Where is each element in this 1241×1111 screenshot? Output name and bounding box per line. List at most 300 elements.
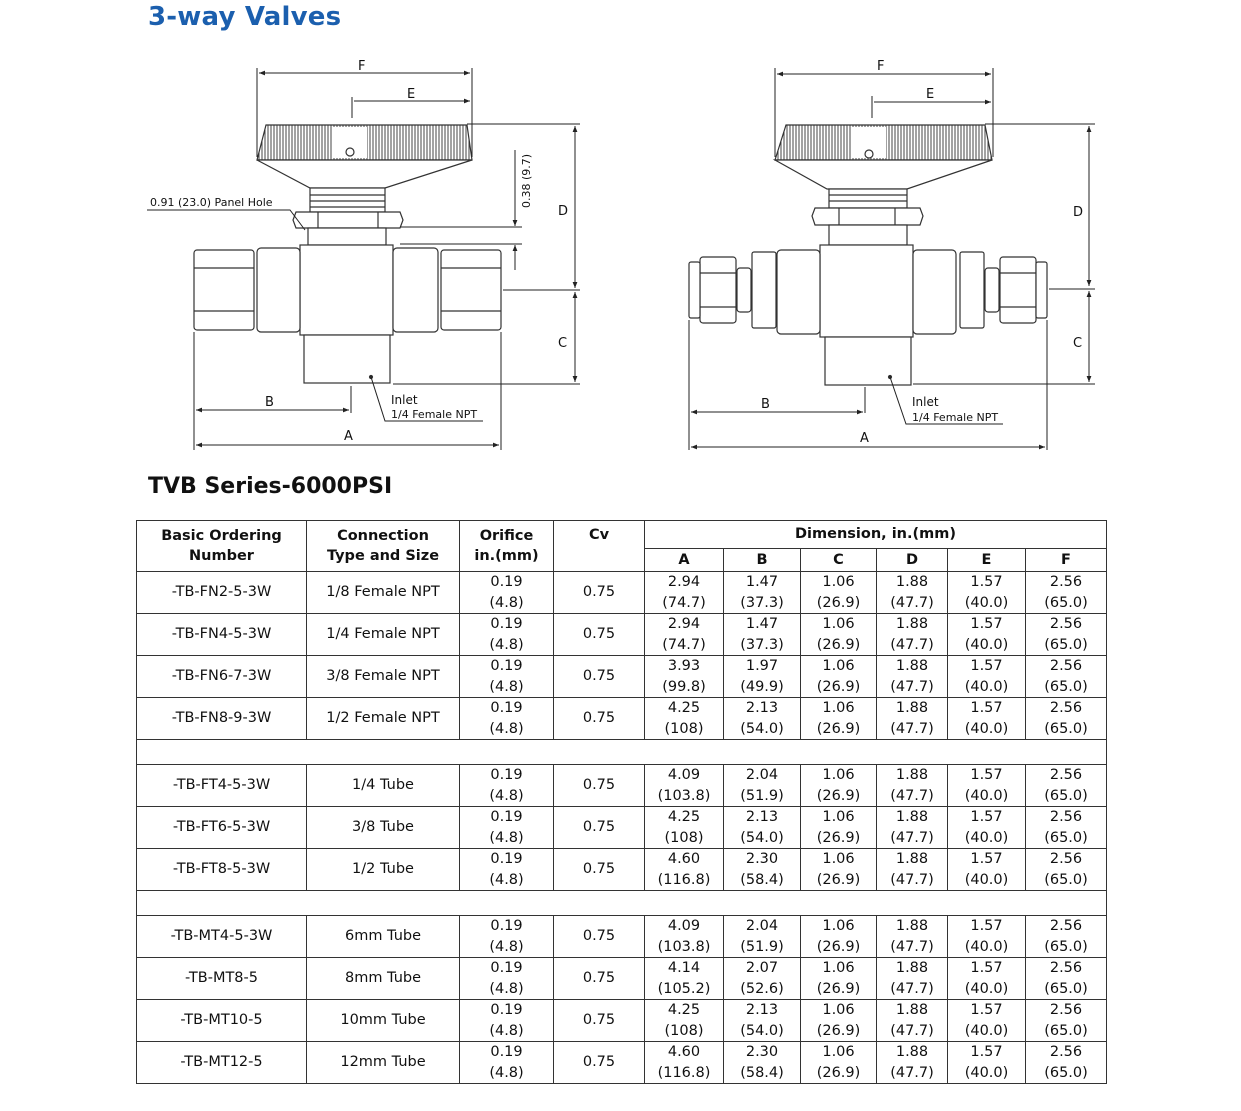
- cell-dim-f: [1026, 849, 1107, 891]
- cell-dim-b-value: (54.0): [740, 720, 784, 737]
- tube-nut-left: [700, 257, 736, 323]
- cell-dim-d: [877, 849, 948, 891]
- cell-cv-value: 0.75: [582, 819, 616, 836]
- group-separator: [137, 740, 1107, 765]
- cell-connection-value: 10mm Tube: [340, 1012, 426, 1029]
- cell-dim-a: [645, 958, 724, 1000]
- cell-connection-value: 8mm Tube: [344, 970, 422, 987]
- cell-orifice-value: (4.8): [489, 787, 524, 804]
- cell-dim-d: [877, 958, 948, 1000]
- table-row: [137, 614, 1107, 656]
- cell-orifice: [460, 698, 554, 740]
- cell-cv-value: 0.75: [582, 970, 616, 987]
- cell-dim-b-value: (58.4): [740, 871, 784, 888]
- cell-dim-f: [1026, 572, 1107, 614]
- cell-dim-c: [801, 807, 877, 849]
- cell-orifice-value: (4.8): [489, 594, 524, 611]
- cell-orifice-value: (4.8): [489, 871, 524, 888]
- cell-dim-b-value: 2.13: [745, 700, 779, 716]
- cell-orifice-value: (4.8): [489, 938, 524, 955]
- cell-dim-e-value: (40.0): [964, 1022, 1009, 1039]
- cell-cv-value: 0.75: [582, 928, 616, 945]
- cell-orifice-value: 0.19: [490, 1002, 523, 1018]
- stem-thread: [310, 188, 385, 212]
- cell-dim-e: [948, 849, 1026, 891]
- table-row: [137, 849, 1107, 891]
- cell-dim-c-value: 1.06: [822, 1044, 855, 1060]
- cell-ordering-number: [137, 916, 307, 958]
- cell-dim-e-value: 1.57: [970, 960, 1003, 976]
- label-a-right: A: [860, 431, 869, 446]
- cell-dim-f-value: (65.0): [1044, 980, 1088, 997]
- cell-orifice-value: (4.8): [489, 720, 524, 737]
- cell-dim-f: [1026, 958, 1107, 1000]
- table-row: [137, 656, 1107, 698]
- cell-dim-c-value: (26.9): [816, 636, 861, 653]
- cell-ordering-number-value: -TB-FN2-5-3W: [171, 584, 272, 601]
- cell-dim-a-value: 3.93: [667, 658, 701, 674]
- cell-dim-c-value: 1.06: [822, 809, 855, 825]
- cell-dim-c: [801, 916, 877, 958]
- cell-cv-value: 0.75: [582, 777, 616, 794]
- cell-dim-a-value: (108): [664, 720, 704, 737]
- cell-connection-value: 1/2 Female NPT: [326, 710, 440, 727]
- cell-ordering-number-value: -TB-MT10-5: [180, 1012, 263, 1029]
- cell-orifice-value: (4.8): [489, 636, 524, 653]
- cell-dim-f-value: 2.56: [1049, 918, 1083, 934]
- cell-dim-a-value: 4.09: [667, 767, 701, 783]
- cell-dim-e-value: (40.0): [964, 594, 1009, 611]
- cell-dim-f-value: (65.0): [1044, 1064, 1088, 1081]
- cell-orifice: [460, 916, 554, 958]
- cell-dim-d-value: (47.7): [890, 871, 934, 888]
- group-separator-cell: [137, 891, 1107, 916]
- cell-cv-value: 0.75: [582, 626, 616, 643]
- inlet-spec-right: 1/4 Female NPT: [912, 411, 999, 424]
- header-dim-c: C: [801, 549, 877, 572]
- cell-dim-e-value: (40.0): [964, 829, 1009, 846]
- cell-dim-d-value: 1.88: [895, 809, 929, 825]
- cell-cv-value: 0.75: [582, 1012, 616, 1029]
- cell-dim-c-value: 1.06: [822, 960, 855, 976]
- cell-orifice: [460, 656, 554, 698]
- cell-dim-f-value: 2.56: [1049, 851, 1083, 867]
- cell-dim-f-value: (65.0): [1044, 938, 1088, 955]
- cell-dim-e: [948, 614, 1026, 656]
- cell-cv: [554, 614, 645, 656]
- cell-dim-e-value: (40.0): [964, 980, 1009, 997]
- cell-dim-a: [645, 1000, 724, 1042]
- cell-dim-d: [877, 916, 948, 958]
- label-e-right: E: [926, 87, 935, 102]
- drawing-tube-fitting: [689, 125, 1047, 385]
- cell-orifice-value: 0.19: [490, 1044, 523, 1060]
- cell-ordering-number: [137, 614, 307, 656]
- header-dimension: Dimension, in.(mm): [645, 521, 1107, 549]
- cell-dim-e-value: (40.0): [964, 871, 1009, 888]
- handle-knob-right: [775, 125, 992, 189]
- cell-dim-f-value: 2.56: [1049, 960, 1083, 976]
- label-f-right: F: [877, 59, 885, 74]
- valve-body: [300, 245, 393, 335]
- cell-dim-d: [877, 698, 948, 740]
- cell-connection-value: 6mm Tube: [344, 928, 422, 945]
- cell-dim-d: [877, 1000, 948, 1042]
- cell-dim-b: [724, 1042, 801, 1084]
- cell-dim-e: [948, 807, 1026, 849]
- cell-dim-c-value: (26.9): [816, 787, 861, 804]
- cell-dim-a: [645, 916, 724, 958]
- cell-dim-f: [1026, 614, 1107, 656]
- cell-dim-e-value: (40.0): [964, 1064, 1009, 1081]
- cell-orifice-value: (4.8): [489, 980, 524, 997]
- cell-ordering-number-value: -TB-FN6-7-3W: [171, 668, 272, 685]
- cell-dim-b-value: 2.04: [745, 767, 779, 783]
- cell-dim-a-value: (103.8): [657, 938, 711, 955]
- cell-dim-c-value: (26.9): [816, 1064, 861, 1081]
- cell-dim-f-value: (65.0): [1044, 1022, 1088, 1039]
- cell-dim-b: [724, 807, 801, 849]
- cell-dim-c-value: 1.06: [822, 574, 855, 590]
- cell-dim-f-value: 2.56: [1049, 700, 1083, 716]
- cell-dim-c: [801, 698, 877, 740]
- cell-dim-b: [724, 849, 801, 891]
- cell-cv: [554, 572, 645, 614]
- cell-dim-d-value: (47.7): [890, 1022, 934, 1039]
- header-dim-d: D: [877, 549, 948, 572]
- cell-dim-d: [877, 765, 948, 807]
- cell-dim-d-value: 1.88: [895, 658, 929, 674]
- cell-dim-b-value: 2.13: [745, 809, 779, 825]
- cell-cv: [554, 656, 645, 698]
- cell-dim-e-value: 1.57: [970, 658, 1003, 674]
- cell-dim-e: [948, 656, 1026, 698]
- cell-dim-a-value: 4.09: [667, 918, 701, 934]
- cell-orifice: [460, 807, 554, 849]
- handle-knob: [257, 125, 472, 188]
- cell-dim-c-value: (26.9): [816, 678, 861, 695]
- cell-dim-d-value: 1.88: [895, 1044, 929, 1060]
- cell-dim-c: [801, 1042, 877, 1084]
- cell-dim-a-value: 2.94: [667, 574, 701, 590]
- cell-cv-value: 0.75: [582, 584, 616, 601]
- cell-ordering-number-value: -TB-FN8-9-3W: [171, 710, 272, 727]
- cell-ordering-number: [137, 849, 307, 891]
- cell-cv: [554, 958, 645, 1000]
- header-ordering-number: Basic Ordering Number: [137, 521, 307, 572]
- cell-dim-c-value: 1.06: [822, 851, 855, 867]
- table-row: [137, 698, 1107, 740]
- table-row: [137, 807, 1107, 849]
- cell-dim-d-value: 1.88: [895, 767, 929, 783]
- label-b: B: [265, 395, 274, 410]
- inlet-port-right: [825, 337, 911, 385]
- cell-dim-c-value: 1.06: [822, 1002, 855, 1018]
- cell-cv: [554, 807, 645, 849]
- cell-dim-b-value: (54.0): [740, 1022, 784, 1039]
- cell-ordering-number: [137, 698, 307, 740]
- cell-ordering-number-value: -TB-FT8-5-3W: [172, 861, 271, 878]
- cell-dim-e: [948, 698, 1026, 740]
- cell-dim-e: [948, 1000, 1026, 1042]
- cell-dim-d-value: 1.88: [895, 574, 929, 590]
- cell-connection: [307, 807, 460, 849]
- cell-cv-value: 0.75: [582, 1054, 616, 1071]
- header-dim-a: A: [645, 549, 724, 572]
- table-row: [137, 1000, 1107, 1042]
- cell-dim-f-value: 2.56: [1049, 767, 1083, 783]
- cell-cv: [554, 916, 645, 958]
- cell-connection-value: 1/8 Female NPT: [326, 584, 440, 601]
- cell-dim-f-value: 2.56: [1049, 574, 1083, 590]
- cell-connection-value: 1/4 Tube: [352, 777, 414, 794]
- header-dim-e: E: [948, 549, 1026, 572]
- cell-connection: [307, 572, 460, 614]
- cell-dim-e-value: 1.57: [970, 809, 1003, 825]
- cell-dim-a-value: 4.25: [667, 809, 701, 825]
- cell-cv: [554, 1000, 645, 1042]
- cell-ordering-number: [137, 572, 307, 614]
- cell-dim-a: [645, 572, 724, 614]
- cell-dim-f-value: (65.0): [1044, 720, 1088, 737]
- cell-orifice: [460, 1000, 554, 1042]
- cell-connection-value: 1/4 Female NPT: [326, 626, 440, 643]
- cell-dim-a: [645, 849, 724, 891]
- cell-dim-b-value: (49.9): [740, 678, 784, 695]
- cell-ordering-number: [137, 958, 307, 1000]
- cell-dim-d-value: (47.7): [890, 1064, 934, 1081]
- cell-dim-a-value: (108): [664, 1022, 704, 1039]
- cell-dim-e-value: (40.0): [964, 636, 1009, 653]
- cell-dim-b-value: 2.13: [745, 1002, 779, 1018]
- cell-dim-c-value: (26.9): [816, 871, 861, 888]
- cell-dim-b-value: 2.30: [745, 1044, 779, 1060]
- cell-dim-b-value: 2.07: [745, 960, 779, 976]
- cell-ordering-number: [137, 807, 307, 849]
- cell-dim-d-value: (47.7): [890, 678, 934, 695]
- cell-dim-a-value: (116.8): [657, 1064, 711, 1081]
- cell-dim-a: [645, 698, 724, 740]
- cell-orifice: [460, 1042, 554, 1084]
- series-title: TVB Series-6000PSI: [148, 474, 393, 499]
- cell-dim-b: [724, 765, 801, 807]
- cell-dim-b: [724, 572, 801, 614]
- panel-nut-right: [812, 208, 923, 225]
- table-row: [137, 1042, 1107, 1084]
- cell-connection-value: 12mm Tube: [340, 1054, 426, 1071]
- table-row: [137, 765, 1107, 807]
- cell-dim-b-value: (37.3): [740, 594, 784, 611]
- tube-nut-right: [1000, 257, 1036, 323]
- cell-dim-c-value: 1.06: [822, 658, 855, 674]
- cell-connection-value: 1/2 Tube: [352, 861, 414, 878]
- cell-dim-f-value: (65.0): [1044, 636, 1088, 653]
- cell-dim-d-value: (47.7): [890, 938, 934, 955]
- cell-dim-f-value: (65.0): [1044, 871, 1088, 888]
- label-c-right: C: [1073, 336, 1083, 351]
- cell-orifice-value: 0.19: [490, 658, 523, 674]
- label-b-right: B: [761, 397, 770, 412]
- cell-dim-f-value: (65.0): [1044, 829, 1088, 846]
- cell-dim-b: [724, 656, 801, 698]
- label-e: E: [407, 87, 416, 102]
- cell-dim-c: [801, 614, 877, 656]
- cell-connection: [307, 614, 460, 656]
- cell-cv: [554, 765, 645, 807]
- cell-dim-a-value: (108): [664, 829, 704, 846]
- cell-dim-e-value: 1.57: [970, 767, 1003, 783]
- cell-dim-c-value: 1.06: [822, 700, 855, 716]
- cell-dim-a-value: (103.8): [657, 787, 711, 804]
- cell-orifice-value: (4.8): [489, 678, 524, 695]
- cell-dim-f-value: 2.56: [1049, 1044, 1083, 1060]
- cell-dim-a-value: (74.7): [662, 636, 706, 653]
- cell-dim-c: [801, 572, 877, 614]
- cell-dim-b-value: 1.97: [745, 658, 779, 674]
- cell-cv: [554, 1042, 645, 1084]
- header-cv: Cv: [554, 521, 645, 572]
- cell-dim-b-value: (54.0): [740, 829, 784, 846]
- cell-dim-a-value: (99.8): [662, 678, 706, 695]
- cell-dim-e: [948, 572, 1026, 614]
- cell-ordering-number-value: -TB-FT6-5-3W: [172, 819, 271, 836]
- cell-dim-a: [645, 614, 724, 656]
- cell-dim-f: [1026, 656, 1107, 698]
- cell-cv: [554, 849, 645, 891]
- cell-dim-a-value: (74.7): [662, 594, 706, 611]
- cell-dim-d-value: 1.88: [895, 960, 929, 976]
- cell-dim-b: [724, 698, 801, 740]
- panel-nut: [293, 212, 403, 228]
- cell-ordering-number-value: -TB-FN4-5-3W: [171, 626, 272, 643]
- cell-dim-d: [877, 1042, 948, 1084]
- cell-dim-a: [645, 807, 724, 849]
- cell-dim-e-value: (40.0): [964, 938, 1009, 955]
- cell-dim-e-value: 1.57: [970, 616, 1003, 632]
- cell-dim-c-value: (26.9): [816, 938, 861, 955]
- cell-dim-f-value: (65.0): [1044, 678, 1088, 695]
- cell-dim-e-value: 1.57: [970, 1044, 1003, 1060]
- cell-dim-e: [948, 765, 1026, 807]
- cell-dim-c: [801, 1000, 877, 1042]
- cell-dim-c-value: 1.06: [822, 767, 855, 783]
- cell-orifice-value: 0.19: [490, 616, 523, 632]
- cell-orifice: [460, 614, 554, 656]
- spec-table: [136, 520, 1107, 1084]
- cell-dim-c-value: 1.06: [822, 616, 855, 632]
- inlet-label: Inlet: [391, 393, 418, 407]
- cell-connection: [307, 958, 460, 1000]
- group-separator-cell: [137, 740, 1107, 765]
- cell-connection: [307, 765, 460, 807]
- cell-orifice: [460, 572, 554, 614]
- cell-dim-e-value: (40.0): [964, 678, 1009, 695]
- cell-dim-b-value: (37.3): [740, 636, 784, 653]
- cell-dim-c-value: (26.9): [816, 594, 861, 611]
- cell-dim-d-value: (47.7): [890, 720, 934, 737]
- header-dim-f: F: [1026, 549, 1107, 572]
- cell-connection: [307, 1000, 460, 1042]
- label-f: F: [358, 59, 366, 74]
- cell-dim-d-value: 1.88: [895, 616, 929, 632]
- cell-connection: [307, 849, 460, 891]
- cell-dim-c: [801, 958, 877, 1000]
- cell-orifice-value: (4.8): [489, 1022, 524, 1039]
- header-connection: Connection Type and Size: [307, 521, 460, 572]
- cell-dim-d: [877, 572, 948, 614]
- cell-dim-b-value: 1.47: [745, 616, 779, 632]
- cell-dim-b-value: (51.9): [740, 787, 784, 804]
- inlet-spec: 1/4 Female NPT: [391, 408, 478, 421]
- cell-ordering-number-value: -TB-MT12-5: [180, 1054, 263, 1071]
- cell-connection: [307, 698, 460, 740]
- gap-dimension-note: 0.38 (9.7): [520, 153, 533, 208]
- cell-dim-c: [801, 656, 877, 698]
- cell-connection-value: 3/8 Tube: [352, 819, 414, 836]
- header-orifice: Orifice in.(mm): [460, 521, 554, 572]
- cell-dim-f: [1026, 1042, 1107, 1084]
- cell-cv: [554, 698, 645, 740]
- cell-dim-d-value: 1.88: [895, 918, 929, 934]
- cell-dim-d-value: (47.7): [890, 787, 934, 804]
- cell-orifice-value: 0.19: [490, 574, 523, 590]
- cell-dim-d-value: (47.7): [890, 829, 934, 846]
- cell-dim-a-value: 4.60: [667, 851, 701, 867]
- cell-dim-a-value: 2.94: [667, 616, 701, 632]
- cell-orifice-value: (4.8): [489, 829, 524, 846]
- cell-dim-a: [645, 765, 724, 807]
- cell-cv-value: 0.75: [582, 861, 616, 878]
- cell-ordering-number: [137, 765, 307, 807]
- cell-orifice: [460, 765, 554, 807]
- cell-dim-c: [801, 849, 877, 891]
- cell-cv-value: 0.75: [582, 710, 616, 727]
- group-separator: [137, 891, 1107, 916]
- end-fitting-left: [194, 250, 254, 330]
- valve-drawings: [0, 40, 1241, 460]
- cell-dim-a-value: (105.2): [657, 980, 711, 997]
- cell-ordering-number: [137, 1000, 307, 1042]
- cell-dim-f: [1026, 916, 1107, 958]
- cell-dim-c-value: (26.9): [816, 1022, 861, 1039]
- cell-dim-c-value: (26.9): [816, 720, 861, 737]
- cell-dim-d: [877, 614, 948, 656]
- cell-connection-value: 3/8 Female NPT: [326, 668, 440, 685]
- cell-dim-b: [724, 958, 801, 1000]
- cell-ordering-number-value: -TB-MT4-5-3W: [170, 928, 273, 945]
- drawing-female-npt: [194, 125, 501, 383]
- panel-hole-note: 0.91 (23.0) Panel Hole: [150, 196, 273, 209]
- cell-ordering-number: [137, 1042, 307, 1084]
- cell-ordering-number: [137, 656, 307, 698]
- cell-dim-d-value: 1.88: [895, 700, 929, 716]
- cell-dim-b: [724, 916, 801, 958]
- cell-dim-a-value: (116.8): [657, 871, 711, 888]
- cell-dim-c-value: (26.9): [816, 980, 861, 997]
- cell-dim-f: [1026, 1000, 1107, 1042]
- cell-dim-f-value: (65.0): [1044, 594, 1088, 611]
- cell-orifice-value: 0.19: [490, 700, 523, 716]
- cell-dim-e-value: 1.57: [970, 851, 1003, 867]
- label-a: A: [344, 429, 353, 444]
- cell-dim-b: [724, 1000, 801, 1042]
- cell-orifice-value: (4.8): [489, 1064, 524, 1081]
- cell-dim-f: [1026, 765, 1107, 807]
- cell-dim-e-value: (40.0): [964, 720, 1009, 737]
- label-d: D: [558, 204, 569, 219]
- cell-ordering-number-value: -TB-FT4-5-3W: [172, 777, 271, 794]
- page-title: 3-way Valves: [148, 2, 342, 32]
